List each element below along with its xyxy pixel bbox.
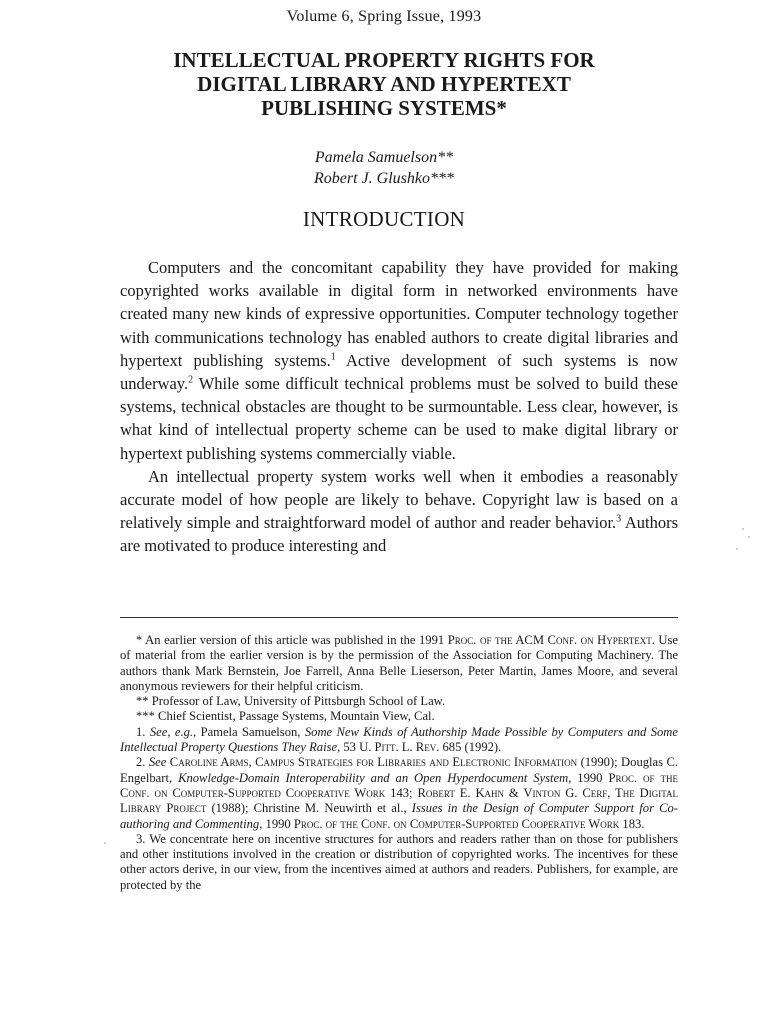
text-run: An intellectual property system works well when it embodies a reasonably accurate model of how people are likely to behave. Copyright law is based on a relatively simple and straightforward model of author and reader behavior. <box>120 466 678 533</box>
text-run: 685 (1992). <box>439 740 502 755</box>
citation: Some New Kinds of Authorship Made Possible by Computers and Some Intellectual Property Questions They Raise <box>120 724 678 755</box>
footnotes <box>120 633 678 893</box>
text-run: Computers and the concomitant capability they have provided for making copyrighted works available in digital form in networked environments have created many new kinds of expressive opportunities. Computer technology together with communications technology has enabled authors to create digital libraries and hypertext publishing systems. <box>120 258 678 370</box>
footnote-ref[interactable]: 1 <box>330 351 336 363</box>
footnote: ** Professor of Law, University of Pittsburgh School of Law. <box>136 694 446 709</box>
paragraph <box>120 256 678 465</box>
article-title <box>120 48 648 120</box>
citation: Proc. of the Conf. on Computer-Supported Cooperative Work <box>293 816 620 831</box>
author-list <box>0 147 768 189</box>
author-name: Robert J. Glushko*** <box>314 170 454 187</box>
footnote: 3. We concentrate here on incentive structures for authors and readers rather than on those for publishers and other institutions involved in the creation or distribution of copyrighted works. The incentives for these other actors derive, in our view, from the incentives aimed at authors and readers. Publishers, for example, are protected by the <box>120 831 678 892</box>
text-run: , 53 <box>337 740 360 755</box>
footnote: *** Chief Scientist, Passage Systems, Mountain View, Cal. <box>136 709 435 724</box>
footnote-ref[interactable]: 3 <box>616 513 622 525</box>
text-run: , 1990 <box>259 816 294 831</box>
title-line: PUBLISHING SYSTEMS* <box>261 96 507 120</box>
title-line: INTELLECTUAL PROPERTY RIGHTS FOR <box>173 48 595 72</box>
footnote-divider <box>120 617 678 618</box>
section-heading: INTRODUCTION <box>302 207 466 231</box>
title-line: DIGITAL LIBRARY AND HYPERTEXT <box>197 72 571 96</box>
footnote <box>120 633 678 694</box>
citation: U. Pitt. L. Rev. <box>359 740 440 755</box>
text-run: (1990); Douglas C. Engelbart, <box>120 755 679 785</box>
text-run: Authors are motivated to produce interesting and <box>120 513 678 556</box>
citation: Issues in the Design of Computer Support for Co-authoring and Commenting <box>120 801 678 831</box>
text-run: 1. <box>136 724 150 739</box>
footnote <box>120 725 678 756</box>
footnote-ref[interactable]: 2 <box>188 374 194 386</box>
text-run: 143; <box>385 785 418 800</box>
scan-speck <box>742 528 744 530</box>
scan-speck <box>104 842 106 844</box>
text-run: While some difficult technical problems must be solved to build these systems, technical obstacles are thought to be surmountable. Less clear, however, is what kind of intellectual property scheme can be used to make digital library or hypertext publishing systems commercially viable. <box>120 374 678 463</box>
text-run: Active development of such systems is now underway. <box>120 350 678 394</box>
scan-speck <box>736 548 738 550</box>
citation: Caroline Arms, Campus Strategies for Libraries and Electronic Information <box>169 755 578 770</box>
citation: Proc. of the Conf. on Computer-Supported Cooperative Work <box>120 770 678 800</box>
scan-speck <box>748 536 750 538</box>
volume-header: Volume 6, Spring Issue, 1993 <box>286 8 482 25</box>
signal: See, e.g. <box>149 724 194 739</box>
author-name: Pamela Samuelson** <box>314 149 454 166</box>
citation: Knowledge-Domain Interoperability and an Open Hyperdocument System <box>178 770 569 785</box>
text-run: , 1990 <box>568 770 609 785</box>
text-run: , Pamela Samuelson, <box>193 724 305 739</box>
text-run: (1988); Christine M. Neuwirth et al., <box>206 801 412 816</box>
paragraph <box>120 465 678 558</box>
citation: Proc. of the ACM Conf. on Hypertext <box>447 633 652 647</box>
text-run: * An earlier version of this article was published in the 1991 <box>136 633 448 647</box>
text-run: . Use of material from the earlier version is by the permission of the Association for Computing Machinery. The authors thank Mark Bernstein, Joe Farrell, Anna Belle Lieserson, Peter Martin, James Moore, and several anonymous reviewers for their helpful criticism. <box>120 633 679 693</box>
footnote <box>120 755 678 831</box>
text-run: 2. <box>136 755 149 770</box>
citation: Robert E. Kahn & Vinton G. Cerf, The Digital Library Project <box>120 785 679 816</box>
body-text <box>120 256 678 558</box>
text-run: 183. <box>619 816 645 831</box>
signal: See <box>148 755 167 770</box>
